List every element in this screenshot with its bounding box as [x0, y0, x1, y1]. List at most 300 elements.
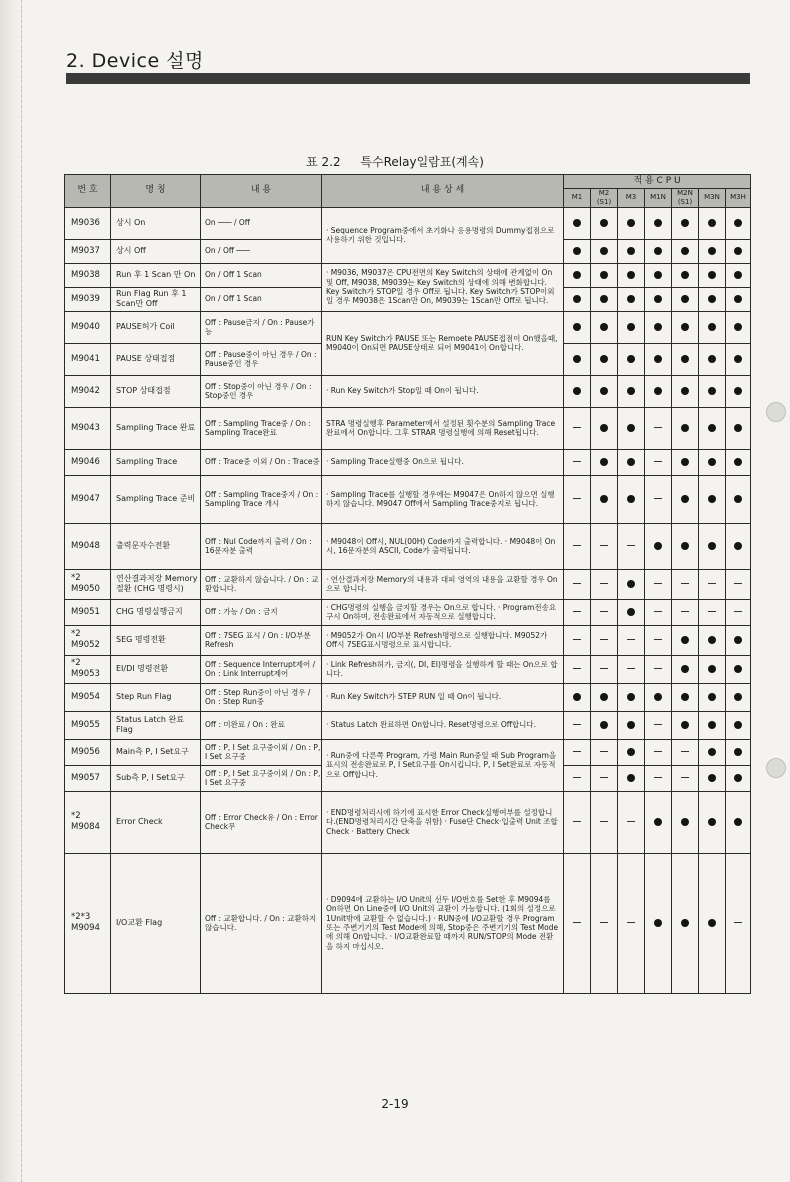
cpu-support-cell: [591, 239, 618, 263]
relay-content: Off : 교환하지 않습니다. / On : 교환합니다.: [201, 569, 322, 599]
table-caption: [0, 153, 790, 170]
cpu-support-cell: [699, 375, 726, 407]
supported-dot-icon: [681, 665, 689, 673]
cpu-support-cell: [564, 207, 591, 239]
relay-number: M9054: [65, 683, 111, 711]
supported-dot-icon: [734, 247, 742, 255]
supported-dot-icon: [627, 693, 635, 701]
unsupported-dash-icon: [681, 777, 689, 778]
supported-dot-icon: [708, 295, 716, 303]
unsupported-dash-icon: [600, 821, 608, 822]
relay-content: On / Off 1 Scan: [201, 287, 322, 311]
unsupported-dash-icon: [654, 777, 662, 778]
cpu-support-cell: [726, 449, 751, 475]
cpu-support-cell: [618, 655, 645, 683]
supported-dot-icon: [681, 247, 689, 255]
table-row: [65, 407, 751, 449]
unsupported-dash-icon: [627, 639, 635, 640]
relay-name: 상시 Off: [111, 239, 201, 263]
cpu-support-cell: [672, 765, 699, 791]
cpu-support-cell: [726, 599, 751, 625]
relay-detail: · Status Latch 완료하면 On합니다. Reset명령으로 Off합니다.: [322, 711, 564, 739]
unsupported-dash-icon: [654, 427, 662, 428]
unsupported-dash-icon: [734, 583, 742, 584]
supported-dot-icon: [654, 818, 662, 826]
cpu-support-cell: [726, 207, 751, 239]
supported-dot-icon: [734, 271, 742, 279]
header-name: 명 칭: [111, 175, 201, 208]
supported-dot-icon: [600, 219, 608, 227]
supported-dot-icon: [654, 271, 662, 279]
supported-dot-icon: [627, 219, 635, 227]
supported-dot-icon: [573, 693, 581, 701]
supported-dot-icon: [734, 424, 742, 432]
cpu-support-cell: [699, 739, 726, 765]
supported-dot-icon: [627, 323, 635, 331]
cpu-support-cell: [618, 407, 645, 449]
supported-dot-icon: [627, 355, 635, 363]
cpu-support-cell: [726, 475, 751, 523]
relay-name: Main측 P, I Set요구: [111, 739, 201, 765]
supported-dot-icon: [573, 323, 581, 331]
relay-number: *2*3 M9094: [65, 853, 111, 993]
supported-dot-icon: [734, 748, 742, 756]
supported-dot-icon: [708, 219, 716, 227]
supported-dot-icon: [600, 295, 608, 303]
supported-dot-icon: [600, 271, 608, 279]
cpu-support-cell: [726, 343, 751, 375]
relay-name: SEG 명령전환: [111, 625, 201, 655]
supported-dot-icon: [734, 774, 742, 782]
unsupported-dash-icon: [654, 751, 662, 752]
unsupported-dash-icon: [708, 583, 716, 584]
table-row: [65, 739, 751, 765]
cpu-support-cell: [591, 263, 618, 287]
relay-content: On / Off ───: [201, 239, 322, 263]
cpu-support-cell: [699, 475, 726, 523]
supported-dot-icon: [600, 495, 608, 503]
unsupported-dash-icon: [681, 611, 689, 612]
relay-content: Off : Pause중이 아닌 경우 / On : Pause중인 경우: [201, 343, 322, 375]
supported-dot-icon: [681, 919, 689, 927]
cpu-support-cell: [591, 683, 618, 711]
cpu-support-cell: [618, 239, 645, 263]
relay-detail: · M9036, M9037은 CPU전면의 Key Switch의 상태에 관계없이 On 및 Off, M9038, M9039는 Key Switch의 상태에 의해 변화합니다. Key Switch가 STOP일 경우 Off로 됩니다. Key Switch가 STOP이외일 경우 M9038은 1Scan만 On, M9039는 1Scan만 Off로 됩니다.: [322, 263, 564, 311]
unsupported-dash-icon: [681, 583, 689, 584]
cpu-support-cell: [672, 683, 699, 711]
cpu-support-cell: [645, 343, 672, 375]
relay-number: *2 M9050: [65, 569, 111, 599]
cpu-support-cell: [645, 475, 672, 523]
relay-detail: RUN Key Switch가 PAUSE 또는 Remoete PAUSE접점이 On했을때, M9040이 On되면 PAUSE상태로 되어 M9041이 On합니다.: [322, 311, 564, 375]
supported-dot-icon: [708, 323, 716, 331]
supported-dot-icon: [600, 323, 608, 331]
unsupported-dash-icon: [600, 583, 608, 584]
cpu-support-cell: [645, 263, 672, 287]
cpu-support-cell: [726, 287, 751, 311]
unsupported-dash-icon: [654, 668, 662, 669]
table-row: [65, 569, 751, 599]
header-content: 내 용: [201, 175, 322, 208]
cpu-support-cell: [726, 263, 751, 287]
supported-dot-icon: [681, 693, 689, 701]
table-body: [65, 207, 751, 993]
supported-dot-icon: [734, 355, 742, 363]
relay-detail: · 연산결과저장 Memory의 내용과 대피 영역의 내용을 교환할 경우 On으로 합니다.: [322, 569, 564, 599]
cpu-support-cell: [564, 343, 591, 375]
cpu-support-cell: [672, 655, 699, 683]
cpu-support-cell: [726, 853, 751, 993]
supported-dot-icon: [573, 247, 581, 255]
table-row: [65, 853, 751, 993]
cpu-support-cell: [645, 655, 672, 683]
cpu-support-cell: [618, 739, 645, 765]
cpu-support-cell: [726, 239, 751, 263]
cpu-support-cell: [618, 711, 645, 739]
table-row: [65, 625, 751, 655]
supported-dot-icon: [734, 636, 742, 644]
cpu-support-cell: [564, 739, 591, 765]
header-cpu-m3n: M3N: [699, 189, 726, 208]
cpu-support-cell: [564, 287, 591, 311]
unsupported-dash-icon: [600, 922, 608, 923]
relay-number: *2 M9084: [65, 791, 111, 853]
supported-dot-icon: [654, 387, 662, 395]
binder-hole: [766, 758, 786, 778]
cpu-support-cell: [672, 343, 699, 375]
header-cpu-m3h: M3H: [726, 189, 751, 208]
supported-dot-icon: [600, 693, 608, 701]
relay-name: STOP 상태접점: [111, 375, 201, 407]
supported-dot-icon: [708, 247, 716, 255]
cpu-support-cell: [591, 599, 618, 625]
cpu-support-cell: [672, 569, 699, 599]
cpu-support-cell: [645, 599, 672, 625]
header-cpu-m1n: M1N: [645, 189, 672, 208]
cpu-support-cell: [591, 407, 618, 449]
supported-dot-icon: [654, 219, 662, 227]
table-row: [65, 791, 751, 853]
table-row: [65, 655, 751, 683]
relay-detail: STRA 명령실행후 Parameter에서 설정된 횟수분의 Sampling Trace 완료에서 On합니다. 그후 STRAR 명령실행에 의해 Reset됩니다.: [322, 407, 564, 449]
unsupported-dash-icon: [627, 821, 635, 822]
table-title: 특수Relay일람표(계속): [360, 155, 484, 169]
relay-detail: · Run Key Switch가 Stop일 때 On이 됩니다.: [322, 375, 564, 407]
supported-dot-icon: [708, 636, 716, 644]
table-row: [65, 263, 751, 287]
cpu-support-cell: [699, 569, 726, 599]
relay-content: Off : P, I Set 요구중이외 / On : P, I Set 요구중: [201, 765, 322, 791]
unsupported-dash-icon: [734, 922, 742, 923]
cpu-support-cell: [726, 739, 751, 765]
unsupported-dash-icon: [654, 498, 662, 499]
cpu-support-cell: [591, 375, 618, 407]
cpu-support-cell: [699, 311, 726, 343]
supported-dot-icon: [708, 665, 716, 673]
relay-name: Step Run Flag: [111, 683, 201, 711]
cpu-support-cell: [645, 407, 672, 449]
cpu-support-cell: [672, 739, 699, 765]
unsupported-dash-icon: [600, 611, 608, 612]
page-edge: [0, 0, 22, 1182]
relay-number: M9036: [65, 207, 111, 239]
supported-dot-icon: [627, 721, 635, 729]
relay-detail: · Link Refresh허가, 금지(, DI, EI)명령을 실행하게 할 때는 On으로 합니다.: [322, 655, 564, 683]
supported-dot-icon: [681, 542, 689, 550]
relay-name: Status Latch 완료 Flag: [111, 711, 201, 739]
relay-detail: · Sequence Program중에서 초기화나 응용명령의 Dummy접점으로 사용하기 위한 것입니다.: [322, 207, 564, 263]
cpu-support-cell: [699, 523, 726, 569]
cpu-support-cell: [672, 207, 699, 239]
supported-dot-icon: [681, 424, 689, 432]
cpu-support-cell: [591, 287, 618, 311]
cpu-support-cell: [564, 239, 591, 263]
header-cpu-m2n: M2N (S1): [672, 189, 699, 208]
cpu-support-cell: [726, 765, 751, 791]
cpu-support-cell: [618, 449, 645, 475]
cpu-support-cell: [591, 739, 618, 765]
cpu-support-cell: [699, 765, 726, 791]
relay-detail: · Sampling Trace를 실행할 경우에는 M9047은 On하지 않으면 실행하지 않습니다. M9047 Off에서 Sampling Trace중지로 됩니다.: [322, 475, 564, 523]
relay-number: M9057: [65, 765, 111, 791]
supported-dot-icon: [734, 495, 742, 503]
supported-dot-icon: [681, 495, 689, 503]
relay-name: 연산결과저장 Memory 절환 (CHG 명령시): [111, 569, 201, 599]
chapter-rule: [66, 73, 750, 84]
chapter-title: 2. Device 설명: [66, 50, 204, 72]
supported-dot-icon: [627, 608, 635, 616]
relay-number: M9038: [65, 263, 111, 287]
unsupported-dash-icon: [600, 777, 608, 778]
supported-dot-icon: [573, 355, 581, 363]
cpu-support-cell: [726, 311, 751, 343]
cpu-support-cell: [618, 375, 645, 407]
supported-dot-icon: [734, 458, 742, 466]
relay-detail: · Sampling Trace실행중 On으로 됩니다.: [322, 449, 564, 475]
relay-number: M9051: [65, 599, 111, 625]
header-cpu-m3: M3: [618, 189, 645, 208]
supported-dot-icon: [627, 748, 635, 756]
relay-content: Off : Sampling Trace중 / On : Sampling Trace완료: [201, 407, 322, 449]
supported-dot-icon: [734, 323, 742, 331]
supported-dot-icon: [573, 387, 581, 395]
cpu-support-cell: [672, 711, 699, 739]
cpu-support-cell: [564, 853, 591, 993]
table-row: [65, 711, 751, 739]
cpu-support-cell: [672, 449, 699, 475]
cpu-support-cell: [591, 207, 618, 239]
unsupported-dash-icon: [573, 777, 581, 778]
relay-number: M9056: [65, 739, 111, 765]
supported-dot-icon: [708, 818, 716, 826]
header-cpu: 적 용 C P U: [564, 175, 751, 189]
cpu-support-cell: [672, 375, 699, 407]
cpu-support-cell: [645, 711, 672, 739]
cpu-support-cell: [645, 569, 672, 599]
supported-dot-icon: [681, 387, 689, 395]
supported-dot-icon: [600, 458, 608, 466]
unsupported-dash-icon: [573, 821, 581, 822]
relay-name: EI/DI 명령전환: [111, 655, 201, 683]
table-number: 표 2.2: [306, 155, 341, 169]
supported-dot-icon: [654, 542, 662, 550]
cpu-support-cell: [564, 599, 591, 625]
relay-number: *2 M9053: [65, 655, 111, 683]
cpu-support-cell: [591, 853, 618, 993]
unsupported-dash-icon: [600, 639, 608, 640]
cpu-support-cell: [564, 407, 591, 449]
relay-number: *2 M9052: [65, 625, 111, 655]
cpu-support-cell: [645, 239, 672, 263]
special-relay-table: [64, 174, 751, 994]
relay-number: M9046: [65, 449, 111, 475]
relay-number: M9037: [65, 239, 111, 263]
cpu-support-cell: [699, 791, 726, 853]
table-row: [65, 207, 751, 239]
relay-detail: · CHG명령의 실행을 금지할 경우는 On으로 합니다. · Program전송요구시 On하며, 전송완료에서 자동적으로 실행합니다.: [322, 599, 564, 625]
unsupported-dash-icon: [654, 724, 662, 725]
cpu-support-cell: [591, 711, 618, 739]
supported-dot-icon: [734, 818, 742, 826]
supported-dot-icon: [654, 919, 662, 927]
supported-dot-icon: [708, 693, 716, 701]
relay-name: Sub측 P, I Set요구: [111, 765, 201, 791]
supported-dot-icon: [708, 542, 716, 550]
cpu-support-cell: [672, 239, 699, 263]
supported-dot-icon: [573, 295, 581, 303]
relay-number: M9055: [65, 711, 111, 739]
supported-dot-icon: [654, 295, 662, 303]
supported-dot-icon: [734, 721, 742, 729]
cpu-support-cell: [591, 765, 618, 791]
header-cpu-m1: M1: [564, 189, 591, 208]
relay-name: PAUSE허가 Coil: [111, 311, 201, 343]
supported-dot-icon: [654, 323, 662, 331]
supported-dot-icon: [708, 355, 716, 363]
cpu-support-cell: [564, 375, 591, 407]
cpu-support-cell: [618, 791, 645, 853]
cpu-support-cell: [699, 239, 726, 263]
supported-dot-icon: [708, 774, 716, 782]
relay-content: Off : Error Check유 / On : Error Check무: [201, 791, 322, 853]
relay-name: Run Flag Run 후 1 Scan만 Off: [111, 287, 201, 311]
cpu-support-cell: [645, 683, 672, 711]
relay-content: Off : 미완료 / On : 완료: [201, 711, 322, 739]
supported-dot-icon: [734, 542, 742, 550]
relay-number: M9041: [65, 343, 111, 375]
cpu-support-cell: [645, 853, 672, 993]
cpu-support-cell: [564, 569, 591, 599]
supported-dot-icon: [681, 271, 689, 279]
supported-dot-icon: [734, 387, 742, 395]
table-row: [65, 683, 751, 711]
cpu-support-cell: [645, 791, 672, 853]
binder-hole: [766, 402, 786, 422]
relay-content: Off : Trace중 이외 / On : Trace중: [201, 449, 322, 475]
unsupported-dash-icon: [627, 922, 635, 923]
cpu-support-cell: [672, 287, 699, 311]
cpu-support-cell: [618, 287, 645, 311]
relay-content: Off : Pause금지 / On : Pause가능: [201, 311, 322, 343]
cpu-support-cell: [618, 475, 645, 523]
unsupported-dash-icon: [573, 427, 581, 428]
page-number: 2-19: [381, 1097, 409, 1111]
table-row: [65, 311, 751, 343]
table-row: [65, 523, 751, 569]
unsupported-dash-icon: [708, 611, 716, 612]
unsupported-dash-icon: [654, 639, 662, 640]
cpu-support-cell: [699, 407, 726, 449]
relay-name: PAUSE 상태접점: [111, 343, 201, 375]
supported-dot-icon: [708, 458, 716, 466]
unsupported-dash-icon: [627, 668, 635, 669]
relay-number: M9047: [65, 475, 111, 523]
supported-dot-icon: [708, 387, 716, 395]
unsupported-dash-icon: [573, 583, 581, 584]
supported-dot-icon: [573, 271, 581, 279]
cpu-support-cell: [726, 791, 751, 853]
supported-dot-icon: [708, 495, 716, 503]
supported-dot-icon: [734, 219, 742, 227]
supported-dot-icon: [681, 818, 689, 826]
cpu-support-cell: [726, 683, 751, 711]
unsupported-dash-icon: [573, 461, 581, 462]
relay-detail: · M9048이 Off시, NUL(00H) Code까지 출력합니다. · M9048이 On시, 16문자분의 ASCII, Code가 출력됩니다.: [322, 523, 564, 569]
relay-name: CHG 명령실행금지: [111, 599, 201, 625]
cpu-support-cell: [726, 655, 751, 683]
cpu-support-cell: [645, 625, 672, 655]
relay-name: Sampling Trace 준비: [111, 475, 201, 523]
relay-detail: · END명령처리시에 하기에 표시한 Error Check실행여부를 설정합니다.(END명령처리시간 단축을 위함) · Fuse단 Check·입출력 Unit 조합 Check · Battery Check: [322, 791, 564, 853]
cpu-support-cell: [672, 407, 699, 449]
unsupported-dash-icon: [600, 668, 608, 669]
cpu-support-cell: [564, 711, 591, 739]
cpu-support-cell: [591, 449, 618, 475]
cpu-support-cell: [726, 375, 751, 407]
relay-number: M9043: [65, 407, 111, 449]
supported-dot-icon: [627, 295, 635, 303]
relay-content: On / Off 1 Scan: [201, 263, 322, 287]
cpu-support-cell: [591, 475, 618, 523]
cpu-support-cell: [726, 625, 751, 655]
cpu-support-cell: [645, 375, 672, 407]
unsupported-dash-icon: [654, 583, 662, 584]
cpu-support-cell: [726, 523, 751, 569]
relay-name: Sampling Trace: [111, 449, 201, 475]
cpu-support-cell: [591, 311, 618, 343]
header-detail: 내 용 상 세: [322, 175, 564, 208]
unsupported-dash-icon: [573, 611, 581, 612]
supported-dot-icon: [627, 580, 635, 588]
cpu-support-cell: [699, 625, 726, 655]
supported-dot-icon: [654, 247, 662, 255]
cpu-support-cell: [699, 449, 726, 475]
relay-detail: · D9094에 교환하는 I/O Unit의 선두 I/O번호를 Set한 후 M9094를 On하면 On Line중에 I/O Unit의 교환이 가능합니다. (1회의 설정으로 1Unit밖에 교환할 수 없습니다.) · RUN중에 I/O교환할 경우 Program 또는 주변기기의 Test Mode에 의해, Stop중은 주변기기의 Test Mode에 의해 On합니다. · I/O교환완료할 때까지 RUN/STOP의 Mode 전환을 하지 마십시오.: [322, 853, 564, 993]
relay-number: M9048: [65, 523, 111, 569]
relay-content: Off : Step Run중이 아닌 경우 / On : Step Run중: [201, 683, 322, 711]
cpu-support-cell: [591, 791, 618, 853]
relay-content: Off : Sequence Interrupt제어 / On : Link Interrupt제어: [201, 655, 322, 683]
cpu-support-cell: [645, 523, 672, 569]
cpu-support-cell: [618, 683, 645, 711]
cpu-support-cell: [699, 207, 726, 239]
cpu-support-cell: [699, 655, 726, 683]
cpu-support-cell: [564, 475, 591, 523]
relay-content: Off : Stop중이 아닌 경우 / On : Stop중인 경우: [201, 375, 322, 407]
relay-name: Error Check: [111, 791, 201, 853]
cpu-support-cell: [726, 711, 751, 739]
supported-dot-icon: [708, 919, 716, 927]
